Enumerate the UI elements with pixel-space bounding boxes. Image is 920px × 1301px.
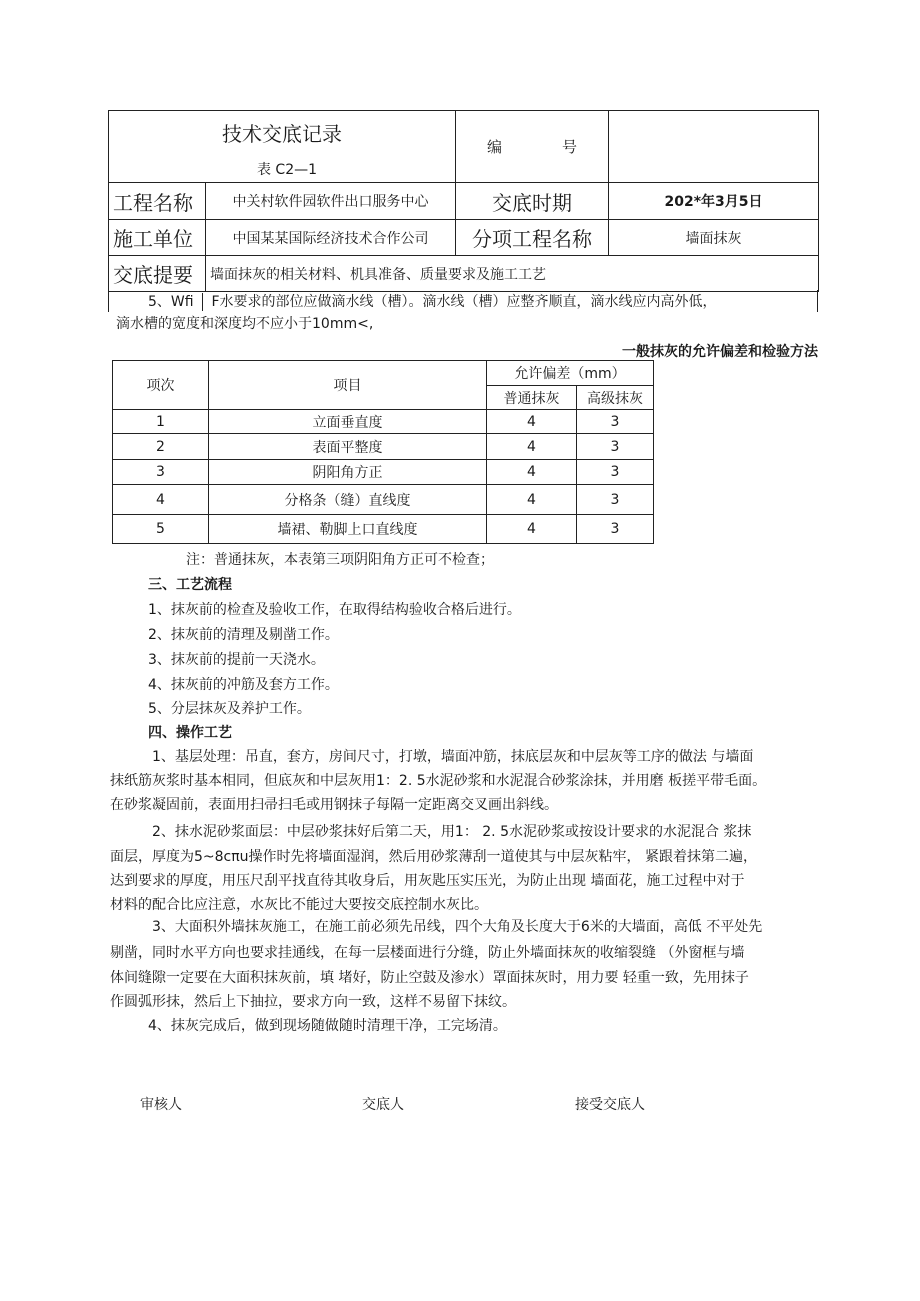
date-value: 202*年3月5日 xyxy=(609,183,819,220)
operation-p3-line: 3、大面积外墙抹灰施工，在施工前必须先吊线，四个大角及长度大于6米的大墙面，高低 不平处先 xyxy=(152,919,763,935)
row-normal: 4 xyxy=(487,460,577,485)
operation-p3-line: 体间缝隙一定要在大面积抹灰前，填 堵好，防止空鼓及渗水）罩面抹灰时，用力要 轻重一致，先用抹子 xyxy=(110,970,749,986)
row-no: 5 xyxy=(113,515,209,544)
operation-p4: 4、抹灰完成后，做到现场随做随时清理干净，工完场清。 xyxy=(148,1018,507,1034)
row-no: 3 xyxy=(113,460,209,485)
row-item: 分格条（缝）直线度 xyxy=(209,485,487,515)
row-high: 3 xyxy=(577,410,654,434)
row-no: 2 xyxy=(113,434,209,460)
row-high: 3 xyxy=(577,460,654,485)
row-normal: 4 xyxy=(487,434,577,460)
process-step: 4、抹灰前的冲筋及套方工作。 xyxy=(148,677,339,693)
operation-heading: 四、操作工艺 xyxy=(148,725,232,741)
subitem-label: 分项工程名称 xyxy=(456,220,609,256)
contractor-label: 施工单位 xyxy=(109,220,206,256)
process-step: 3、抹灰前的提前一天浇水。 xyxy=(148,652,325,668)
operation-p1-line: 1、基层处理：吊直，套方，房间尺寸，打墩，墙面冲筋，抹底层灰和中层灰等工序的做法 与墙面 xyxy=(152,749,754,765)
receiver-label: 接受交底人 xyxy=(575,1097,645,1113)
process-step: 5、分层抹灰及养护工作。 xyxy=(148,701,311,717)
col-tolerance-header: 允许偏差（mm） xyxy=(487,361,654,386)
row-high: 3 xyxy=(577,515,654,544)
row-high: 3 xyxy=(577,485,654,515)
col-index-header: 项次 xyxy=(113,361,209,410)
row-item: 墙裙、勒脚上口直线度 xyxy=(209,515,487,544)
subitem-value: 墙面抹灰 xyxy=(609,220,819,256)
col-normal-header: 普通抹灰 xyxy=(487,386,577,410)
table-note: 注：普通抹灰，本表第三项阴阳角方正可不检查； xyxy=(186,552,494,568)
row-no: 4 xyxy=(113,485,209,515)
operation-p2-line: 面层，厚度为5~8cπu操作时先将墙面湿润，然后用砂浆薄刮一道使其与中层灰粘牢， 紧跟着抹第二遍， xyxy=(110,849,757,865)
row-item: 表面平整度 xyxy=(209,434,487,460)
row-item: 立面垂直度 xyxy=(209,410,487,434)
title-cell xyxy=(109,111,456,183)
row-normal: 4 xyxy=(487,410,577,434)
row-normal: 4 xyxy=(487,485,577,515)
contractor-value: 中国某某国际经济技术合作公司 xyxy=(206,220,456,256)
form-number: 表 C2—1 xyxy=(256,162,318,178)
row-high: 3 xyxy=(577,434,654,460)
project-name-label: 工程名称 xyxy=(109,183,206,220)
process-step: 1、抹灰前的检查及验收工作，在取得结构验收合格后进行。 xyxy=(148,602,521,618)
number-label: 编 号 xyxy=(456,111,609,183)
col-high-header: 高级抹灰 xyxy=(577,386,654,410)
table-row xyxy=(113,515,654,544)
operation-p2-line: 达到要求的厚度，用压尺刮平找直待其收身后，用灰匙压实压光，为防止出现 墙面花，施工过程中对于 xyxy=(110,873,745,889)
reviewer-label: 审核人 xyxy=(140,1097,182,1113)
intro-line-1 xyxy=(148,290,717,314)
header-table xyxy=(108,110,819,292)
summary-value: 墙面抹灰的相关材料、机具准备、质量要求及施工工艺 xyxy=(206,256,819,292)
intro-rest: F水要求的部位应做滴水线（槽）。滴水线（槽）应整齐顺直，滴水线应内高外低， xyxy=(211,294,717,310)
number-value xyxy=(609,111,819,183)
operation-p2-line: 2、抹水泥砂浆面层：中层砂浆抹好后第二天，用1： 2. 5水泥砂浆或按设计要求的水泥混合 浆抹 xyxy=(152,824,752,840)
project-name-value: 中关村软件园软件出口服务中心 xyxy=(206,183,456,220)
operation-p2-line: 材料的配合比应注意，水灰比不能过大要按交底控制水灰比。 xyxy=(110,897,488,913)
discloser-label: 交底人 xyxy=(362,1097,404,1113)
table-row xyxy=(113,460,654,485)
operation-p3-line: 剔凿，同时水平方向也要求挂通线，在每一层楼面进行分缝，防止外墙面抹灰的收缩裂缝 （外窗框与墙 xyxy=(110,945,745,961)
document-title: 技术交底记录 xyxy=(222,122,342,146)
intro-line-2: 滴水槽的宽度和深度均不应小于10mm<, xyxy=(116,316,374,332)
table-row xyxy=(113,434,654,460)
table-row xyxy=(113,485,654,515)
deviation-table xyxy=(112,360,654,544)
operation-p3-line: 作圆弧形抹，然后上下抽拉，要求方向一致，这样不易留下抹纹。 xyxy=(110,994,516,1010)
row-normal: 4 xyxy=(487,515,577,544)
date-label: 交底时期 xyxy=(456,183,609,220)
table-caption: 一般抹灰的允许偏差和检验方法 xyxy=(622,344,818,360)
process-heading: 三、工艺流程 xyxy=(148,577,232,593)
row-no: 1 xyxy=(113,410,209,434)
operation-p1-line: 抹纸筋灰浆时基本相同，但底灰和中层灰用1：2. 5水泥砂浆和水泥混合砂浆涂抹，并用磨 板搓平带毛面。 xyxy=(110,773,767,789)
table-row xyxy=(113,410,654,434)
operation-p1-line: 在砂浆凝固前，表面用扫帚扫毛或用钢抹子每隔一定距离交叉画出斜线。 xyxy=(110,797,558,813)
intro-prefix: 5、Wfi xyxy=(148,294,194,310)
process-step: 2、抹灰前的清理及剔凿工作。 xyxy=(148,627,339,643)
row-item: 阴阳角方正 xyxy=(209,460,487,485)
col-item-header: 项目 xyxy=(209,361,487,410)
summary-label: 交底提要 xyxy=(109,256,206,292)
